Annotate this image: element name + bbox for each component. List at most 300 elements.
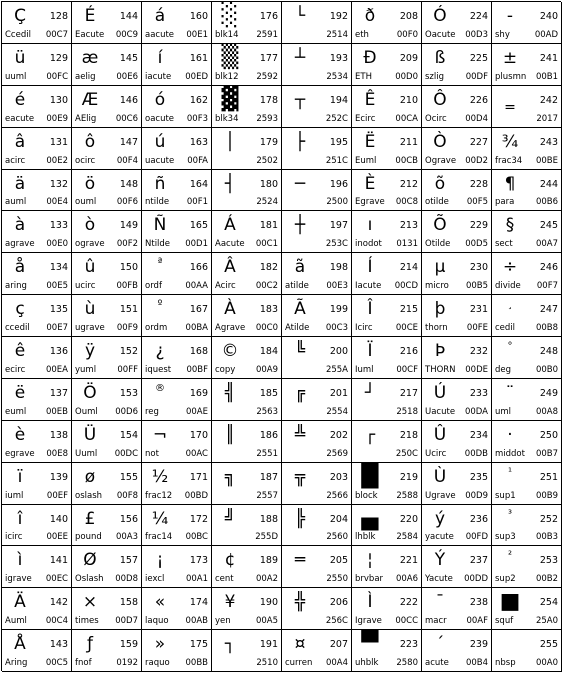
unicode-hex: 00EC	[45, 574, 68, 585]
decimal-code: 171	[189, 471, 208, 483]
char-glyph: §	[505, 215, 515, 236]
char-cell	[212, 546, 282, 588]
char-glyph: å	[14, 257, 26, 278]
char-cell	[282, 86, 352, 128]
entity-name: eacute	[5, 113, 35, 124]
char-glyph: ×	[82, 592, 98, 613]
unicode-hex: 00F0	[396, 29, 418, 40]
decimal-code: 147	[119, 136, 138, 148]
char-cell	[422, 337, 492, 379]
entity-name: szlig	[425, 71, 445, 82]
decimal-code: 135	[49, 304, 68, 316]
char-cell	[2, 463, 72, 505]
char-glyph: Ý	[434, 550, 446, 571]
char-cell	[72, 86, 142, 128]
entity-name: egrave	[5, 448, 35, 459]
unicode-hex: 00B1	[535, 71, 558, 82]
decimal-code: 137	[49, 387, 68, 399]
unicode-hex: 00D6	[115, 406, 138, 417]
char-cell	[212, 630, 282, 672]
unicode-hex: 2557	[256, 490, 278, 501]
decimal-code: 246	[539, 262, 558, 274]
decimal-code: 206	[329, 597, 348, 609]
char-cell	[492, 546, 562, 588]
decimal-code: 176	[259, 11, 278, 22]
char-glyph: ╚	[294, 341, 306, 361]
char-glyph: ñ	[154, 173, 166, 194]
decimal-code: 146	[119, 94, 138, 106]
char-glyph: ▒	[221, 44, 239, 70]
char-cell	[282, 211, 352, 253]
unicode-hex: 00E5	[46, 281, 68, 292]
unicode-hex: 00BF	[186, 364, 208, 375]
char-glyph: Â	[224, 257, 236, 278]
unicode-hex: 2502	[256, 155, 278, 166]
decimal-code: 197	[329, 220, 348, 232]
char-glyph: ò	[84, 215, 96, 236]
decimal-code: 194	[329, 94, 348, 106]
unicode-hex: 2534	[326, 71, 348, 82]
unicode-hex: 00B9	[535, 490, 558, 501]
entity-name: pound	[75, 532, 102, 543]
entity-name: brvbar	[355, 574, 384, 585]
decimal-code: 250	[539, 429, 558, 441]
char-cell	[352, 463, 422, 505]
char-cell	[142, 86, 212, 128]
unicode-hex: 253C	[325, 239, 348, 250]
char-glyph: ù	[84, 299, 96, 320]
entity-name: ucirc	[75, 281, 96, 292]
entity-name: Ograve	[425, 155, 457, 166]
char-glyph: ð	[364, 6, 376, 26]
entity-name: ouml	[75, 197, 97, 208]
char-glyph: ╝	[224, 508, 236, 529]
unicode-hex: 00BE	[535, 155, 558, 166]
entity-name: middot	[495, 448, 525, 459]
entity-name: shy	[495, 29, 510, 40]
unicode-hex: 00C7	[45, 29, 68, 40]
char-cell	[2, 211, 72, 253]
char-glyph: ¶	[504, 173, 516, 194]
decimal-code: 162	[189, 94, 208, 106]
char-cell	[492, 86, 562, 128]
char-cell	[282, 128, 352, 170]
char-glyph: ¬	[152, 424, 168, 445]
char-glyph: ¿	[155, 341, 165, 361]
entity-name: Ouml	[75, 406, 98, 417]
unicode-hex: 00B8	[535, 323, 558, 333]
unicode-hex: 00DB	[464, 448, 488, 459]
char-cell	[2, 295, 72, 337]
char-glyph: Ú	[433, 382, 447, 403]
char-cell	[282, 253, 352, 295]
char-cell	[282, 44, 352, 86]
decimal-code: 144	[119, 11, 138, 22]
char-glyph: ƒ	[87, 634, 93, 655]
entity-name: deg	[495, 364, 512, 375]
unicode-hex: 00FD	[465, 532, 488, 543]
char-cell	[492, 295, 562, 337]
char-cell	[142, 337, 212, 379]
char-cell	[422, 295, 492, 337]
unicode-hex: 00FB	[116, 281, 138, 292]
unicode-hex: 00C9	[115, 29, 138, 40]
unicode-hex: 2518	[396, 406, 418, 417]
entity-name: yen	[215, 616, 231, 627]
decimal-code: 168	[189, 346, 208, 357]
entity-name: divide	[495, 281, 521, 292]
entity-name: laquo	[145, 616, 169, 627]
char-cell	[72, 379, 142, 421]
entity-name: ordf	[145, 281, 162, 292]
decimal-code: 132	[49, 178, 68, 190]
entity-name: frac34	[495, 155, 523, 166]
char-glyph: â	[14, 131, 26, 152]
entity-name: Egrave	[355, 197, 385, 208]
char-cell	[142, 505, 212, 547]
decimal-code: 241	[539, 52, 558, 64]
decimal-code: 170	[189, 429, 208, 441]
decimal-code: 204	[329, 513, 348, 525]
decimal-code: 190	[259, 597, 278, 609]
char-glyph: Ç	[14, 6, 26, 26]
decimal-code: 151	[119, 304, 138, 316]
entity-name: iexcl	[145, 574, 165, 585]
unicode-hex: 00FA	[187, 155, 208, 166]
char-glyph: Å	[14, 634, 26, 655]
char-cell	[422, 546, 492, 588]
unicode-hex: 00A2	[255, 574, 278, 585]
unicode-hex: 256C	[325, 616, 348, 627]
char-cell	[72, 546, 142, 588]
entity-name: icirc	[5, 532, 23, 543]
entity-name: ograve	[75, 239, 105, 250]
unicode-hex: 2510	[256, 658, 278, 668]
char-glyph: ç	[15, 299, 25, 320]
char-glyph: º	[157, 299, 163, 311]
char-cell	[492, 421, 562, 463]
char-cell	[142, 170, 212, 212]
entity-name: para	[495, 197, 515, 208]
entity-name: sup2	[495, 574, 516, 585]
decimal-code: 196	[329, 178, 348, 190]
char-cell	[492, 379, 562, 421]
decimal-code: 140	[49, 513, 68, 525]
entity-name: ugrave	[75, 323, 105, 333]
unicode-hex: 00D5	[465, 239, 488, 250]
decimal-code: 237	[469, 555, 488, 567]
entity-name: uacute	[145, 155, 175, 166]
entity-name: squf	[495, 616, 514, 627]
unicode-hex: 0192	[116, 658, 138, 668]
entity-name: Aacute	[215, 239, 245, 250]
entity-name: Oacute	[425, 29, 456, 40]
unicode-hex: 00DC	[114, 448, 138, 459]
decimal-code: 157	[119, 555, 138, 567]
decimal-code: 198	[329, 262, 348, 274]
char-cell	[142, 379, 212, 421]
unicode-hex: 00CA	[395, 113, 418, 124]
entity-name: inodot	[355, 239, 382, 250]
char-cell	[352, 379, 422, 421]
char-cell	[2, 86, 72, 128]
char-glyph: ┤	[224, 173, 236, 194]
char-glyph: ì	[17, 550, 23, 571]
decimal-code: 188	[259, 513, 278, 525]
entity-name: aring	[5, 281, 27, 292]
entity-name: ocirc	[75, 155, 96, 166]
decimal-code: 128	[49, 11, 68, 22]
char-cell	[212, 295, 282, 337]
entity-name: iuml	[5, 490, 24, 501]
char-cell	[422, 421, 492, 463]
char-cell	[352, 253, 422, 295]
unicode-hex: 00F2	[116, 239, 138, 250]
unicode-hex: 2584	[396, 532, 418, 543]
char-cell	[2, 546, 72, 588]
decimal-code: 181	[259, 220, 278, 232]
entity-name: Ccedil	[5, 29, 31, 40]
decimal-code: 238	[469, 597, 488, 609]
decimal-code: 161	[189, 52, 208, 64]
decimal-code: 230	[469, 262, 488, 274]
unicode-hex: 2550	[326, 574, 348, 585]
unicode-hex: 00E2	[46, 155, 68, 166]
char-cell	[492, 128, 562, 170]
decimal-code: 139	[49, 471, 68, 483]
char-cell	[282, 2, 352, 44]
unicode-hex: 00CB	[395, 155, 418, 166]
unicode-hex: 00A0	[535, 658, 558, 668]
unicode-hex: 255D	[255, 532, 278, 543]
char-cell	[282, 421, 352, 463]
decimal-code: 224	[469, 11, 488, 22]
entity-name: uuml	[5, 71, 27, 82]
decimal-code: 165	[189, 220, 208, 232]
char-cell	[2, 253, 72, 295]
decimal-code: 235	[469, 471, 488, 483]
decimal-code: 138	[49, 429, 68, 441]
decimal-code: 145	[119, 52, 138, 64]
entity-name: blk14	[215, 29, 239, 40]
unicode-hex: 00F5	[466, 197, 488, 208]
unicode-hex: 00B6	[535, 197, 558, 208]
unicode-hex: 00CC	[395, 616, 418, 627]
decimal-code: 211	[399, 136, 418, 148]
unicode-hex: 00C2	[255, 281, 278, 292]
decimal-code: 228	[469, 178, 488, 190]
char-cell	[352, 128, 422, 170]
char-glyph: ê	[14, 341, 26, 361]
char-cell	[212, 2, 282, 44]
entity-name: raquo	[145, 658, 170, 668]
char-cell	[212, 379, 282, 421]
decimal-code: 193	[329, 52, 348, 64]
char-cell	[492, 463, 562, 505]
char-cell	[212, 588, 282, 630]
unicode-hex: 00E0	[46, 239, 68, 250]
char-cell	[2, 505, 72, 547]
entity-name: ntilde	[145, 197, 170, 208]
decimal-code: 203	[329, 471, 348, 483]
decimal-code: 210	[399, 94, 418, 106]
decimal-code: 184	[259, 346, 278, 357]
char-glyph: ÷	[502, 257, 518, 278]
char-glyph: ┘	[364, 382, 376, 403]
char-cell	[142, 44, 212, 86]
decimal-code: 143	[49, 639, 68, 651]
char-cell	[422, 463, 492, 505]
char-glyph: ¾	[501, 131, 519, 152]
unicode-hex: 25A0	[535, 616, 558, 627]
unicode-hex: 00D1	[185, 239, 208, 250]
entity-name: curren	[285, 658, 313, 668]
char-glyph: ├	[294, 131, 306, 152]
unicode-hex: 00A1	[185, 574, 208, 585]
char-cell	[492, 505, 562, 547]
char-glyph: è	[14, 424, 26, 445]
unicode-hex: 00C8	[395, 197, 418, 208]
char-cell	[492, 337, 562, 379]
char-glyph: ®	[155, 382, 165, 394]
char-glyph: Ø	[83, 550, 97, 571]
decimal-code: 136	[49, 346, 68, 357]
decimal-code: 185	[259, 387, 278, 399]
decimal-code: 131	[49, 136, 68, 148]
char-cell	[2, 44, 72, 86]
char-cell	[72, 44, 142, 86]
char-glyph: ░	[221, 3, 239, 28]
char-cell	[142, 630, 212, 672]
unicode-hex: 00A8	[535, 406, 558, 417]
char-cell	[422, 505, 492, 547]
char-cell	[352, 588, 422, 630]
entity-name: agrave	[5, 239, 35, 250]
unicode-hex: 00FE	[466, 323, 488, 333]
char-cell	[72, 170, 142, 212]
char-glyph: ¢	[224, 550, 236, 571]
entity-name: frac14	[145, 532, 173, 543]
entity-name: yuml	[75, 364, 97, 375]
decimal-code: 163	[189, 136, 208, 148]
char-glyph: þ	[434, 299, 446, 320]
decimal-code: 201	[329, 387, 348, 399]
unicode-hex: 00D4	[465, 113, 488, 124]
entity-name: times	[75, 616, 99, 627]
char-glyph: Ð	[363, 47, 377, 68]
char-glyph: Ã	[294, 299, 306, 320]
char-glyph: ¨	[505, 382, 515, 403]
unicode-hex: 00BC	[185, 532, 208, 543]
entity-name: blk12	[215, 71, 239, 82]
unicode-hex: 2593	[256, 113, 278, 124]
decimal-code: 199	[329, 304, 348, 316]
char-glyph: ë	[14, 382, 26, 403]
char-cell	[72, 421, 142, 463]
char-glyph: ‗	[505, 89, 515, 110]
decimal-code: 229	[469, 220, 488, 232]
decimal-code: 227	[469, 136, 488, 148]
unicode-hex: 00C5	[45, 658, 68, 668]
unicode-hex: 00F6	[116, 197, 138, 208]
char-glyph: ║	[224, 424, 236, 445]
char-glyph: ±	[502, 47, 518, 68]
char-glyph: Í	[367, 257, 373, 278]
decimal-code: 172	[189, 513, 208, 525]
entity-name: Ecirc	[355, 113, 376, 124]
unicode-hex: 00F9	[116, 323, 138, 333]
char-glyph: ¥	[224, 592, 236, 613]
char-glyph: ╩	[294, 424, 306, 445]
decimal-code: 202	[329, 429, 348, 441]
char-cell	[212, 337, 282, 379]
char-glyph: é	[14, 89, 26, 110]
decimal-code: 247	[539, 304, 558, 316]
entity-name: Iacute	[355, 281, 382, 292]
unicode-hex: 00A9	[255, 364, 278, 375]
char-glyph: ┴	[294, 47, 306, 68]
char-cell	[422, 630, 492, 672]
char-cell	[212, 128, 282, 170]
char-cell	[2, 421, 72, 463]
unicode-hex: 00B5	[465, 281, 488, 292]
unicode-hex: 00FC	[46, 71, 68, 82]
char-glyph: î	[17, 508, 23, 529]
char-cell	[72, 337, 142, 379]
entity-name: ordm	[145, 323, 168, 333]
entity-name: iquest	[145, 364, 172, 375]
char-glyph: ý	[434, 508, 446, 529]
char-glyph: Ä	[14, 592, 26, 613]
entity-name: ccedil	[5, 323, 30, 333]
char-glyph: ÿ	[84, 341, 96, 361]
char-cell	[352, 295, 422, 337]
entity-name: uhblk	[355, 658, 379, 668]
char-glyph: Õ	[433, 215, 447, 236]
unicode-hex: 00DE	[465, 364, 488, 375]
char-glyph: Ü	[83, 424, 97, 445]
unicode-hex: 00F3	[186, 113, 208, 124]
entity-name: iacute	[145, 71, 172, 82]
char-glyph: í	[157, 47, 163, 68]
decimal-code: 232	[469, 346, 488, 357]
entity-name: euml	[5, 406, 27, 417]
entity-name: reg	[145, 406, 159, 417]
unicode-hex: 00D9	[465, 490, 488, 501]
char-cell	[282, 546, 352, 588]
char-cell	[212, 86, 282, 128]
unicode-hex: 00BA	[185, 323, 208, 333]
char-glyph: ¹	[507, 466, 512, 478]
decimal-code: 178	[259, 94, 278, 106]
entity-name: ecirc	[5, 364, 26, 375]
char-glyph: Ù	[433, 466, 447, 487]
char-glyph: Ò	[433, 131, 447, 152]
decimal-code: 231	[469, 304, 488, 316]
entity-name: Oslash	[75, 574, 104, 585]
char-glyph: ¸	[507, 299, 513, 311]
char-cell	[212, 253, 282, 295]
char-glyph: █	[361, 463, 379, 489]
decimal-code: 215	[399, 304, 418, 316]
char-glyph: Ê	[364, 89, 376, 110]
unicode-hex: 2500	[326, 197, 348, 208]
unicode-hex: 2524	[256, 197, 278, 208]
char-cell	[142, 546, 212, 588]
entity-name: Agrave	[215, 323, 246, 333]
char-glyph: °	[507, 341, 513, 352]
char-glyph: ô	[84, 131, 96, 152]
